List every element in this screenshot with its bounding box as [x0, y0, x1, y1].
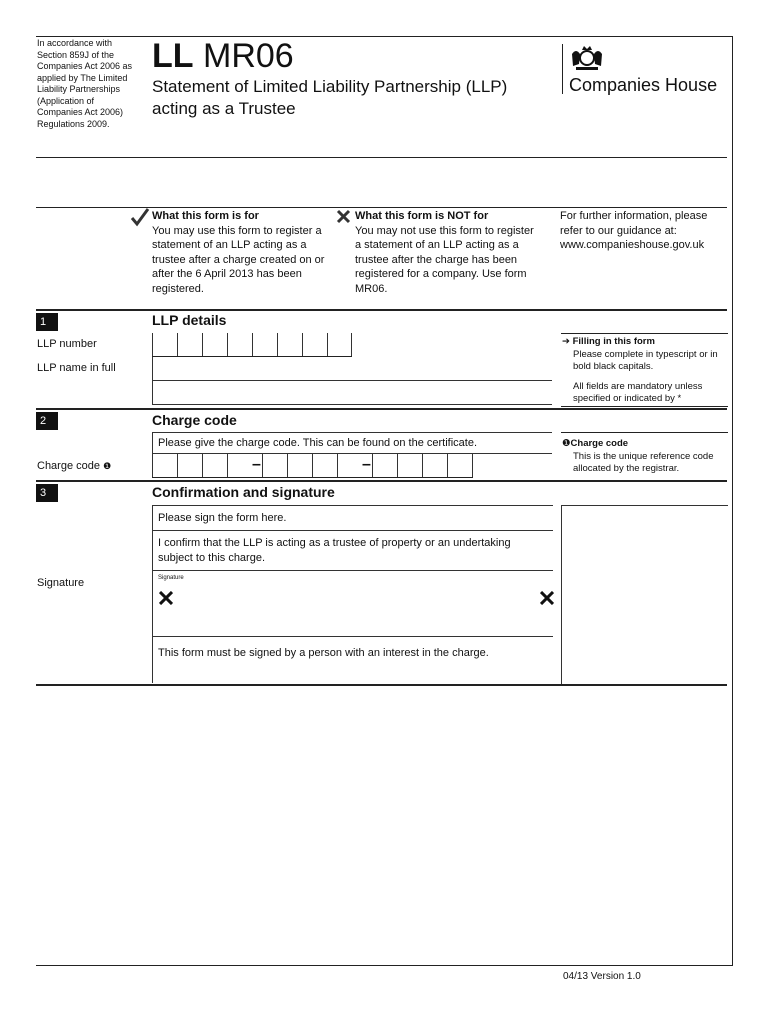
- section1-title: LLP details: [152, 312, 227, 328]
- filling-note-text: Please complete in typescript or in bold black capitals.: [573, 348, 718, 372]
- filling-note-text2: All fields are mandatory unless specified or indicated by *: [573, 380, 703, 404]
- page-border-top: [36, 36, 733, 37]
- section2-title: Charge code: [152, 412, 237, 428]
- note2-rule: [561, 432, 728, 433]
- llp-name-label: LLP name in full: [37, 362, 116, 374]
- brand-divider: [562, 44, 563, 94]
- is-for-title: What this form is for: [152, 210, 259, 222]
- header-rule: [36, 157, 727, 158]
- note1-rule-bottom: [561, 406, 728, 407]
- charge-code-instruction-box: [152, 432, 552, 454]
- signature-field[interactable]: [152, 571, 553, 637]
- charge-note-title: Charge code: [570, 438, 629, 449]
- section3-number: 3: [36, 484, 58, 502]
- section3-side-panel: [561, 505, 728, 684]
- form-not-for: [355, 209, 540, 296]
- form-code-number: MR06: [203, 37, 294, 75]
- charge-code-dash-2: –: [362, 456, 371, 473]
- sign-cross-right-icon: [540, 591, 554, 610]
- note1-rule: [561, 333, 728, 334]
- info-icon: ❶: [562, 438, 571, 449]
- form-code: [152, 36, 294, 76]
- crest-icon: [568, 44, 606, 77]
- charge-note-text: This is the unique reference code allocated by the registrar.: [573, 450, 714, 474]
- confirm-box: [152, 531, 553, 571]
- form-code-prefix: LL: [152, 37, 194, 75]
- brand-name: Companies House: [569, 75, 718, 95]
- page-bottom-rule: [36, 965, 733, 966]
- section3-rule: [36, 480, 727, 482]
- section3-bottom-rule: [36, 684, 727, 686]
- filling-note-title: Filling in this form: [572, 336, 655, 347]
- charge-code-label: [37, 460, 111, 472]
- sign-here-box: [152, 505, 553, 531]
- form-title: [152, 76, 507, 120]
- section1-rule: [36, 309, 727, 311]
- section2-rule: [36, 408, 727, 410]
- form-is-for: [152, 209, 327, 296]
- signature-box-label: Signature: [158, 575, 184, 581]
- arrow-icon: ➔: [562, 336, 570, 347]
- llp-name-field-line2[interactable]: [152, 381, 552, 405]
- guidance-text: For further information, please refer to our guidance at: www.companieshouse.gov.uk: [560, 210, 708, 251]
- check-icon: [130, 207, 150, 232]
- cross-icon: [336, 209, 351, 229]
- llp-number-label: LLP number: [37, 338, 97, 350]
- not-for-title: What this form is NOT for: [355, 210, 489, 222]
- page-border-right: [732, 36, 733, 966]
- section2-number: 2: [36, 412, 58, 430]
- filling-in-note: [562, 336, 727, 406]
- sign-cross-left-icon: [159, 591, 173, 610]
- llp-name-field-line1[interactable]: [152, 357, 552, 381]
- sign-here-text: Please sign the form here.: [158, 512, 287, 524]
- charge-code-instruction: Please give the charge code. This can be found on the certificate.: [158, 437, 477, 449]
- charge-code-note: [562, 438, 727, 476]
- charge-code-label-text: Charge code: [37, 460, 100, 472]
- is-for-text: You may use this form to register a statement of an LLP acting as a trustee after a charge created on or after the 6 April 2013 has been registered.: [152, 224, 325, 295]
- form-title-line1: Statement of Limited Liability Partnership (LLP): [152, 77, 508, 96]
- legal-basis-text: In accordance with Section 859J of the Companies Act 2006 as applied by The Limited Liability Partnerships (Application of Companies Act 2006) Regulations 2009.: [37, 38, 133, 129]
- section3-title: Confirmation and signature: [152, 484, 335, 500]
- section1-number: 1: [36, 313, 58, 331]
- version-label: 04/13 Version 1.0: [563, 971, 641, 982]
- llp-number-field[interactable]: [152, 333, 352, 357]
- charge-code-dash-1: –: [252, 456, 261, 473]
- not-for-text: You may not use this form to register a statement of an LLP acting as a trustee after the charge has been registered for a company. Use form MR06.: [355, 224, 534, 295]
- form-title-line2: acting as a Trustee: [152, 99, 296, 118]
- signature-label: Signature: [37, 577, 85, 589]
- charge-code-field[interactable]: [152, 454, 474, 478]
- confirm-text: I confirm that the LLP is acting as a trustee of property or an undertaking subject to this charge.: [158, 537, 511, 564]
- signature-footer-note: This form must be signed by a person with an interest in the charge.: [158, 647, 489, 659]
- footer-note-box: [152, 637, 553, 683]
- info-icon: ❶: [103, 461, 112, 471]
